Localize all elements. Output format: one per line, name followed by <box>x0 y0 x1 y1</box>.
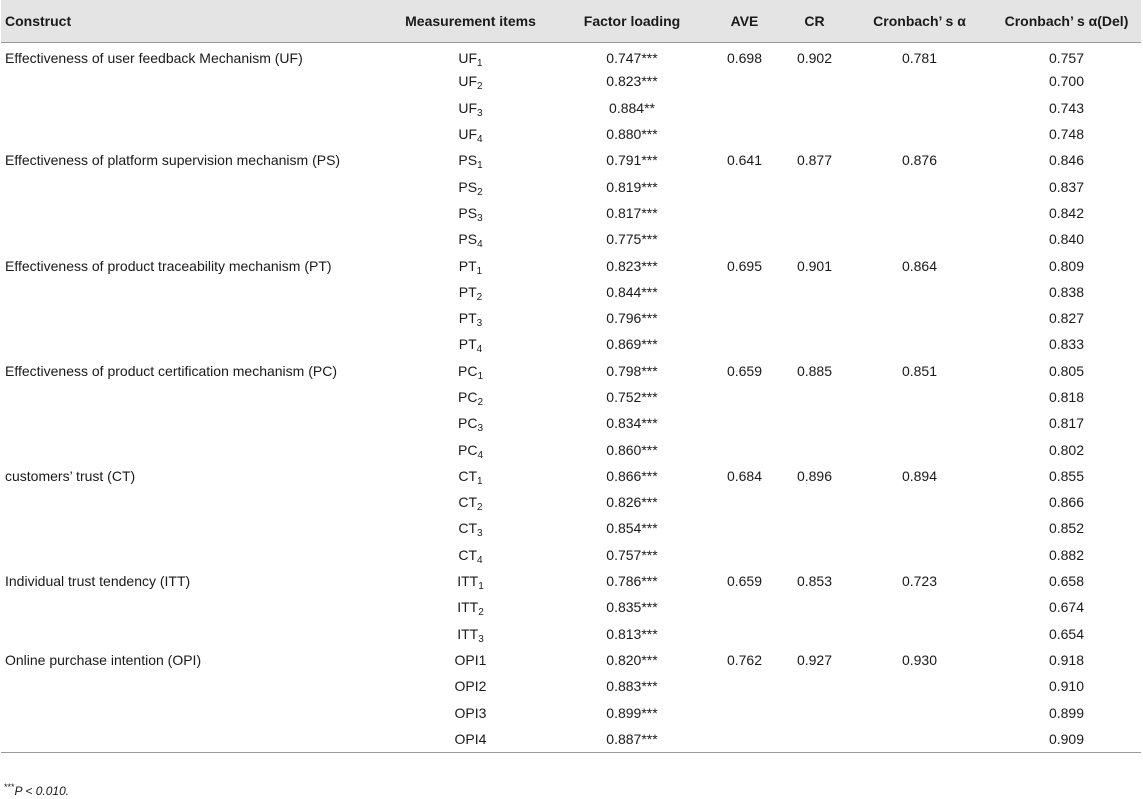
table-row <box>1 726 1141 752</box>
measurement-item-cell <box>384 410 557 436</box>
cronbach-alpha-del-cell: 0.743 <box>1048 99 1085 116</box>
table-row <box>1 200 1141 226</box>
table-row <box>1 463 1141 489</box>
cr-cell <box>782 515 847 541</box>
table-row <box>1 279 1141 305</box>
construct-cell: Online purchase intention (OPI) <box>5 651 202 668</box>
cronbach-alpha-del-cell: 0.757 <box>1048 50 1085 67</box>
item-code: PS <box>458 178 478 195</box>
factor-loading-cell: 0.798*** <box>606 362 658 379</box>
ave-cell <box>707 436 782 462</box>
measurement-item-cell <box>384 147 557 173</box>
header-ave: AVE <box>707 0 782 42</box>
construct-cell <box>1 121 384 147</box>
measurement-item-cell <box>384 95 557 121</box>
item-index: 1 <box>477 160 483 172</box>
cr-cell <box>782 699 847 725</box>
factor-loading-cell: 0.869*** <box>606 336 658 353</box>
construct-cell: customers’ trust (CT) <box>5 467 136 484</box>
item-index: 3 <box>476 318 483 330</box>
measurement-item-cell <box>384 384 557 410</box>
header-construct: Construct <box>1 0 384 42</box>
measurement-item-cell <box>384 647 557 673</box>
cronbach-alpha-cell <box>847 621 992 647</box>
item-code: PC <box>457 362 478 379</box>
header-factor-loading: Factor loading <box>557 0 707 42</box>
cronbach-alpha-del-cell: 0.654 <box>1048 625 1085 642</box>
item-index: 4 <box>477 554 483 566</box>
cr-cell <box>782 594 847 620</box>
ave-cell: 0.659 <box>726 362 763 379</box>
cronbach-alpha-del-cell: 0.910 <box>1048 678 1085 695</box>
cronbach-alpha-cell <box>847 726 992 752</box>
ave-cell <box>707 489 782 515</box>
construct-cell <box>1 200 384 226</box>
construct-cell <box>1 68 384 94</box>
cronbach-alpha-cell: 0.876 <box>901 152 938 169</box>
cronbach-alpha-cell: 0.781 <box>901 50 938 67</box>
item-code: OPI1 <box>454 651 487 668</box>
cr-cell: 0.927 <box>796 651 833 668</box>
factor-loading-cell: 0.823*** <box>606 257 658 274</box>
item-index: 3 <box>477 107 483 119</box>
ave-cell <box>707 173 782 199</box>
item-index: 2 <box>477 397 483 408</box>
cronbach-alpha-cell <box>847 95 992 121</box>
item-index: 3 <box>477 423 483 435</box>
table-row <box>1 121 1141 147</box>
cronbach-alpha-del-cell: 0.840 <box>1048 231 1085 248</box>
ave-cell <box>707 594 782 620</box>
table-row <box>1 358 1141 384</box>
measurement-item-cell <box>384 463 557 489</box>
ave-cell <box>707 200 782 226</box>
ave-cell <box>707 699 782 725</box>
measurement-item-cell <box>384 279 557 305</box>
cronbach-alpha-cell: 0.930 <box>901 651 938 668</box>
cr-cell <box>782 95 847 121</box>
cr-cell <box>782 384 847 410</box>
measurement-item-cell <box>384 621 557 647</box>
cronbach-alpha-del-cell: 0.818 <box>1048 389 1085 405</box>
cronbach-alpha-del-cell: 0.842 <box>1048 204 1085 221</box>
construct-cell: Individual trust tendency (ITT) <box>5 573 191 590</box>
cr-cell: 0.877 <box>796 152 833 169</box>
item-code: OPI3 <box>454 704 487 721</box>
ave-cell: 0.762 <box>726 651 763 668</box>
cronbach-alpha-del-cell: 0.827 <box>1048 310 1085 327</box>
item-index: 1 <box>477 475 483 487</box>
table-row <box>1 95 1141 121</box>
item-code: UF <box>458 126 478 143</box>
construct-cell <box>1 331 384 357</box>
cr-cell <box>782 436 847 462</box>
table-row <box>1 68 1141 94</box>
factor-loading-cell: 0.854*** <box>606 520 658 537</box>
factor-loading-cell: 0.835*** <box>606 599 658 616</box>
cronbach-alpha-del-cell: 0.866 <box>1048 494 1085 511</box>
cronbach-alpha-del-cell: 0.837 <box>1048 178 1085 195</box>
cr-cell <box>782 542 847 568</box>
cronbach-alpha-del-cell: 0.918 <box>1048 651 1085 668</box>
cronbach-alpha-del-cell: 0.909 <box>992 726 1141 752</box>
table-row <box>1 305 1141 331</box>
ave-cell: 0.698 <box>726 50 763 67</box>
factor-loading-cell: 0.860*** <box>606 441 658 458</box>
measurement-item-cell <box>384 436 557 462</box>
measurement-item-cell <box>384 542 557 568</box>
measurement-item-cell <box>384 331 557 357</box>
item-code: CT <box>458 546 478 563</box>
item-index: 3 <box>477 528 483 540</box>
item-index: 2 <box>477 81 483 93</box>
construct-cell <box>1 515 384 541</box>
ave-cell: 0.684 <box>726 467 763 484</box>
item-code: PS <box>458 231 478 248</box>
cronbach-alpha-del-cell: 0.899 <box>1048 704 1085 721</box>
table-row <box>1 515 1141 541</box>
item-index: 3 <box>478 633 484 645</box>
measurement-item-cell <box>384 673 557 699</box>
factor-loading-cell: 0.813*** <box>606 625 658 642</box>
measurement-item-cell <box>384 358 557 384</box>
construct-cell <box>1 726 384 752</box>
construct-cell <box>1 95 384 121</box>
construct-cell <box>1 436 384 462</box>
cronbach-alpha-cell <box>847 542 992 568</box>
cronbach-alpha-del-cell: 0.855 <box>1048 467 1085 484</box>
cronbach-alpha-del-cell: 0.817 <box>1048 415 1085 432</box>
table-row <box>1 410 1141 436</box>
item-index: 1 <box>477 58 483 70</box>
cronbach-alpha-del-cell: 0.809 <box>1048 257 1085 274</box>
table-row <box>1 673 1141 699</box>
factor-loading-cell: 0.844*** <box>606 283 658 300</box>
table-row <box>1 699 1141 725</box>
construct-cell <box>1 489 384 515</box>
footnote-marker: *** <box>4 782 15 792</box>
ave-cell <box>707 331 782 357</box>
cr-cell <box>782 173 847 199</box>
table-row <box>1 252 1141 278</box>
construct-cell <box>1 699 384 725</box>
measurement-item-cell <box>384 305 557 331</box>
item-index: 4 <box>477 134 483 146</box>
factor-loading-cell: 0.752*** <box>606 389 658 405</box>
item-code: PS <box>458 152 478 169</box>
item-code: PC <box>457 441 478 458</box>
item-index: 2 <box>478 607 484 619</box>
ave-cell <box>707 95 782 121</box>
cronbach-alpha-cell <box>847 121 992 147</box>
cronbach-alpha-cell <box>847 410 992 436</box>
table-row <box>1 384 1141 410</box>
cronbach-alpha-cell <box>847 279 992 305</box>
measurement-item-cell <box>384 489 557 515</box>
item-code: ITT <box>457 573 479 590</box>
construct-cell: Effectiveness of platform supervision mechanism (PS) <box>5 152 341 169</box>
table-body <box>1 42 1141 752</box>
factor-loading-cell: 0.887*** <box>557 726 707 752</box>
measurement-item-cell <box>384 121 557 147</box>
item-code: OPI2 <box>454 678 487 695</box>
factor-loading-cell: 0.866*** <box>606 467 658 484</box>
construct-cell: Effectiveness of product traceability mechanism (PT) <box>5 257 332 274</box>
cr-cell <box>782 200 847 226</box>
factor-loading-cell: 0.899*** <box>606 704 658 721</box>
item-code: CT <box>458 520 478 537</box>
measurement-item-cell <box>384 594 557 620</box>
factor-loading-cell: 0.820*** <box>606 651 658 668</box>
cronbach-alpha-cell <box>847 305 992 331</box>
ave-cell <box>707 515 782 541</box>
ave-cell: 0.695 <box>726 257 763 274</box>
table-row <box>1 42 1141 68</box>
item-code: PC <box>457 389 478 405</box>
cr-cell <box>782 489 847 515</box>
table-row <box>1 173 1141 199</box>
ave-cell <box>707 384 782 410</box>
ave-cell: 0.641 <box>726 152 763 169</box>
item-index: 4 <box>477 449 483 461</box>
item-index: 3 <box>477 212 483 224</box>
cronbach-alpha-cell: 0.894 <box>901 467 938 484</box>
cronbach-alpha-cell <box>847 331 992 357</box>
item-code: UF <box>458 99 478 116</box>
construct-cell <box>1 384 384 410</box>
cr-cell <box>782 68 847 94</box>
cronbach-alpha-cell: 0.864 <box>901 257 938 274</box>
measurement-table <box>1 0 1141 753</box>
ave-cell <box>707 410 782 436</box>
header-row <box>1 0 1141 42</box>
footnote <box>4 782 69 798</box>
factor-loading-cell: 0.883*** <box>606 678 658 695</box>
ave-cell <box>707 542 782 568</box>
measurement-item-cell <box>384 252 557 278</box>
factor-loading-cell: 0.791*** <box>606 152 658 169</box>
cr-cell <box>782 121 847 147</box>
table-row <box>1 542 1141 568</box>
table-row <box>1 436 1141 462</box>
construct-cell <box>1 542 384 568</box>
construct-cell <box>1 279 384 305</box>
cr-cell <box>782 305 847 331</box>
factor-loading-cell: 0.823*** <box>606 73 658 90</box>
item-code: CT <box>458 467 478 484</box>
factor-loading-cell: 0.757*** <box>606 546 658 563</box>
item-code: ITT <box>457 625 479 642</box>
item-index: 4 <box>477 239 483 251</box>
ave-cell <box>707 279 782 305</box>
cronbach-alpha-cell <box>847 226 992 252</box>
cronbach-alpha-del-cell: 0.674 <box>1048 599 1085 616</box>
construct-cell <box>1 673 384 699</box>
factor-loading-cell: 0.884** <box>609 99 655 116</box>
item-index: 1 <box>478 581 484 593</box>
cr-cell: 0.901 <box>796 257 833 274</box>
cronbach-alpha-cell <box>847 594 992 620</box>
cronbach-alpha-cell <box>847 68 992 94</box>
cr-cell <box>782 726 847 752</box>
cr-cell <box>782 226 847 252</box>
cronbach-alpha-del-cell: 0.882 <box>1048 546 1085 563</box>
item-code: PT <box>458 257 477 274</box>
table-row <box>1 489 1141 515</box>
table-row <box>1 594 1141 620</box>
cronbach-alpha-cell <box>847 489 992 515</box>
cr-cell <box>782 621 847 647</box>
item-index: 1 <box>477 370 483 382</box>
measurement-item-cell <box>384 200 557 226</box>
cronbach-alpha-del-cell: 0.846 <box>1048 152 1085 169</box>
construct-cell <box>1 594 384 620</box>
cronbach-alpha-cell <box>847 173 992 199</box>
footnote-text: P < 0.010. <box>14 784 70 798</box>
factor-loading-cell: 0.817*** <box>606 204 658 221</box>
measurement-item-cell <box>384 699 557 725</box>
item-code: PT <box>458 336 477 353</box>
item-code: ITT <box>457 599 479 616</box>
item-code: UF <box>458 73 478 90</box>
construct-cell <box>1 173 384 199</box>
cronbach-alpha-del-cell: 0.748 <box>1048 126 1085 143</box>
construct-cell <box>1 410 384 436</box>
cronbach-alpha-cell: 0.851 <box>901 362 938 379</box>
item-index: 1 <box>476 265 483 277</box>
item-code: PC <box>457 415 478 432</box>
cronbach-alpha-del-cell: 0.802 <box>1048 441 1085 458</box>
factor-loading-cell: 0.826*** <box>606 494 658 511</box>
cronbach-alpha-cell <box>847 436 992 462</box>
item-code: PT <box>458 310 477 327</box>
ave-cell <box>707 68 782 94</box>
item-code: PT <box>458 283 477 300</box>
cronbach-alpha-del-cell: 0.852 <box>1048 520 1085 537</box>
cronbach-alpha-cell <box>847 200 992 226</box>
cr-cell <box>782 279 847 305</box>
cronbach-alpha-del-cell: 0.658 <box>1048 573 1085 590</box>
table-row <box>1 226 1141 252</box>
ave-cell <box>707 121 782 147</box>
cr-cell <box>782 410 847 436</box>
construct-cell: Effectiveness of user feedback Mechanism (UF) <box>5 50 303 67</box>
cronbach-alpha-cell <box>847 699 992 725</box>
measurement-item-cell <box>384 568 557 594</box>
ave-cell <box>707 726 782 752</box>
cr-cell: 0.896 <box>796 467 833 484</box>
factor-loading-cell: 0.796*** <box>606 310 658 327</box>
cronbach-alpha-del-cell: 0.700 <box>1048 73 1085 90</box>
header-measurement-items: Measurement items <box>384 0 557 42</box>
table-row <box>1 147 1141 173</box>
cronbach-alpha-del-cell: 0.833 <box>1048 336 1085 353</box>
item-code: CT <box>458 494 478 511</box>
cr-cell: 0.902 <box>796 50 833 67</box>
construct-cell <box>1 305 384 331</box>
cr-cell: 0.853 <box>796 573 833 590</box>
construct-cell <box>1 226 384 252</box>
item-code: PS <box>458 204 478 221</box>
table-row <box>1 568 1141 594</box>
factor-loading-cell: 0.786*** <box>606 573 658 590</box>
cronbach-alpha-cell <box>847 673 992 699</box>
measurement-item-cell <box>384 515 557 541</box>
item-index: 2 <box>477 502 483 514</box>
header-cronbach-alpha-del: Cronbach’ s α(Del) <box>992 0 1141 42</box>
cr-cell <box>782 331 847 357</box>
factor-loading-cell: 0.775*** <box>606 231 658 248</box>
construct-cell: Effectiveness of product certification mechanism (PC) <box>5 362 337 379</box>
ave-cell <box>707 226 782 252</box>
cronbach-alpha-cell <box>847 384 992 410</box>
cr-cell <box>782 673 847 699</box>
item-code: OPI4 <box>454 730 487 747</box>
measurement-item-cell <box>384 226 557 252</box>
measurement-item-cell <box>384 68 557 94</box>
item-index: 4 <box>476 344 483 356</box>
cronbach-alpha-del-cell: 0.805 <box>1048 362 1085 379</box>
item-code: UF <box>458 50 478 67</box>
measurement-item-cell <box>384 173 557 199</box>
ave-cell: 0.659 <box>726 573 763 590</box>
table-row <box>1 647 1141 673</box>
measurement-item-cell <box>384 726 557 752</box>
cronbach-alpha-del-cell: 0.838 <box>1048 283 1085 300</box>
header-cronbach-alpha: Cronbach’ s α <box>847 0 992 42</box>
factor-loading-cell: 0.834*** <box>606 415 658 432</box>
construct-cell <box>1 621 384 647</box>
ave-cell <box>707 305 782 331</box>
cronbach-alpha-cell <box>847 515 992 541</box>
factor-loading-cell: 0.819*** <box>606 178 658 195</box>
ave-cell <box>707 621 782 647</box>
cr-cell: 0.885 <box>796 362 833 379</box>
factor-loading-cell: 0.880*** <box>606 126 658 143</box>
factor-loading-cell: 0.747*** <box>606 50 658 67</box>
header-cr: CR <box>782 0 847 42</box>
measurement-item-cell <box>384 42 557 68</box>
ave-cell <box>707 673 782 699</box>
cronbach-alpha-cell: 0.723 <box>901 573 938 590</box>
table-row <box>1 331 1141 357</box>
table-row <box>1 621 1141 647</box>
item-index: 2 <box>477 186 483 198</box>
item-index: 2 <box>476 291 483 303</box>
